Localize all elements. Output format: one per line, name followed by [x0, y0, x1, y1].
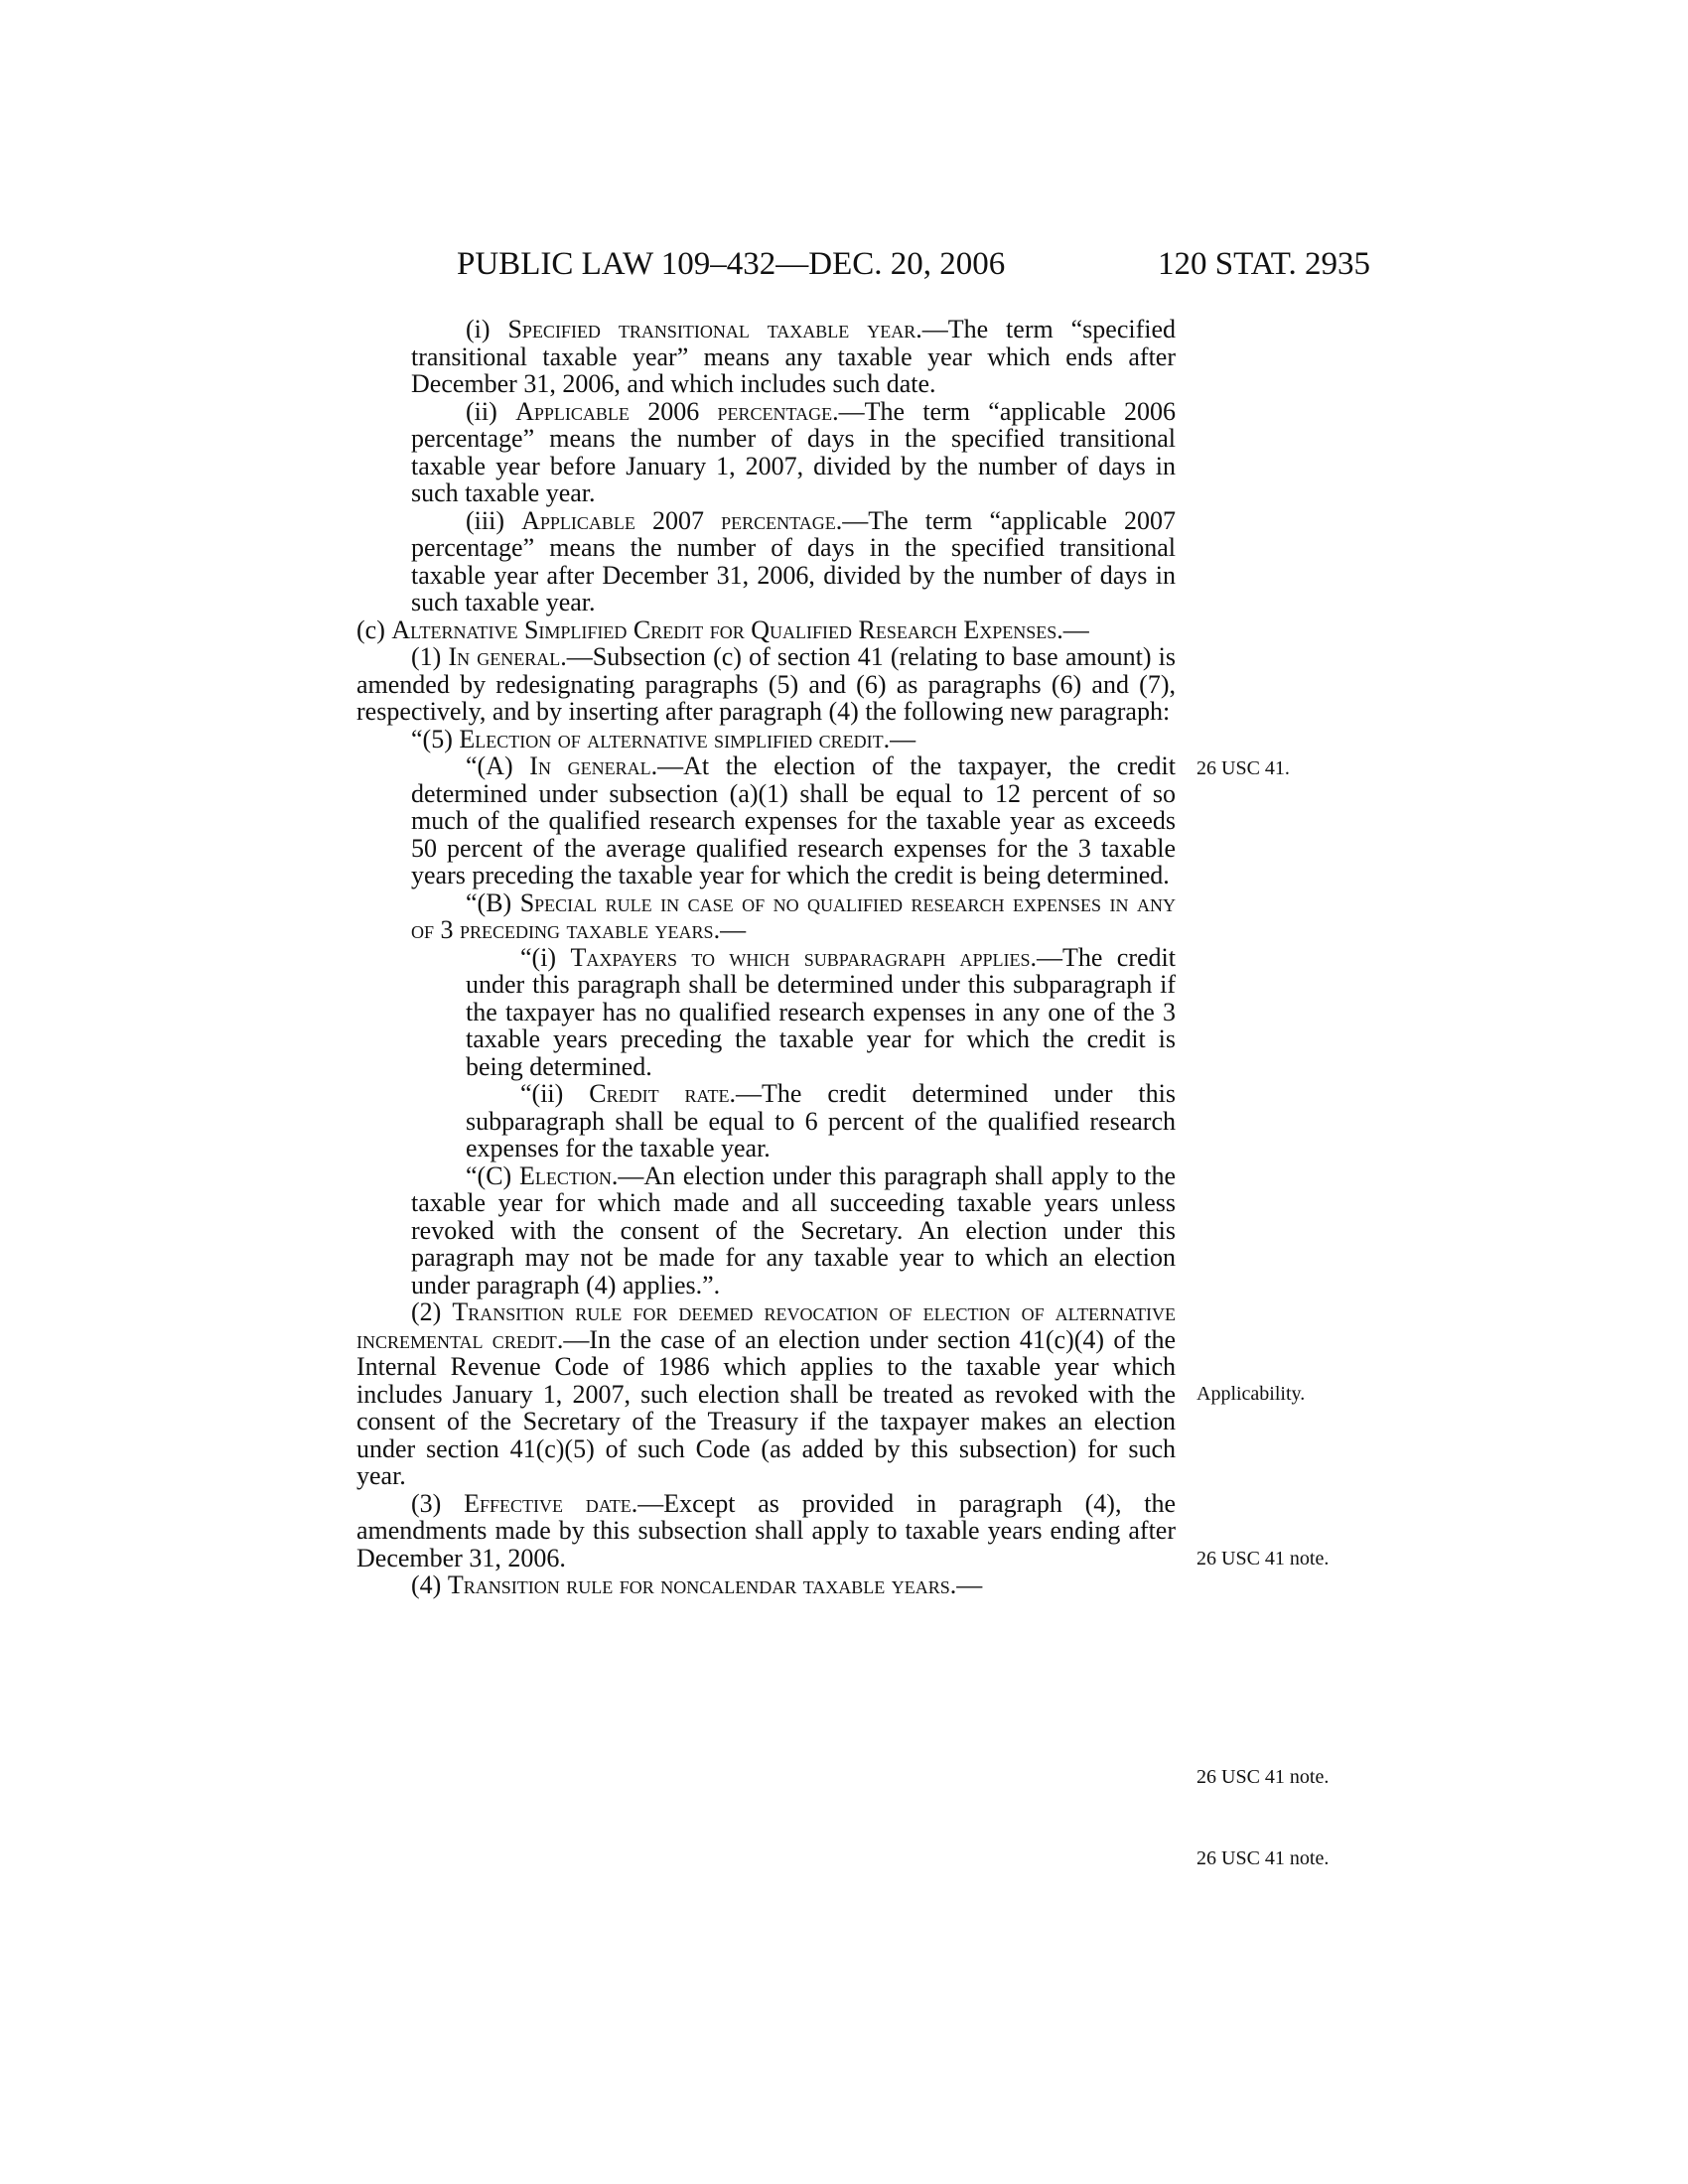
- paragraph-ii-applicable-2006: [302, 398, 1176, 507]
- paragraph-number: “(B): [466, 887, 520, 917]
- paragraph-caption: Election: [518, 1160, 612, 1190]
- quoted-subparagraph-b: [302, 889, 1176, 944]
- paragraph-number: (4): [411, 1570, 448, 1599]
- paragraph-text: .—The term “applicable 2007 percentage” means the number of days in the specified transitional taxable year after December 31, 2006, divided by the number of days in such taxable year.: [411, 505, 1176, 616]
- paragraph-number: “(i): [520, 942, 571, 972]
- paragraph-text: .—Except as provided in paragraph (4), the amendments made by this subsection shall apply to taxable years ending after December 31, 2006.: [356, 1488, 1176, 1572]
- paragraph-iii-applicable-2007: [302, 507, 1176, 616]
- margin-note-26-usc-41: 26 USC 41.: [1196, 757, 1290, 779]
- paragraph-caption: Election of alternative simplified credit: [459, 724, 884, 753]
- paragraph-c4-noncalendar: [302, 1571, 1176, 1599]
- paragraph-number: “(ii): [520, 1079, 590, 1108]
- paragraph-text: .—At the election of the taxpayer, the credit determined under subsection (a)(1) shall be equal to 12 percent of so much of the qualified research expenses for the taxable year as exceeds 50 percent of the average qualified research expenses for the 3 taxable years preceding the taxable year for which the credit is being determined.: [411, 751, 1176, 889]
- quoted-clause-b-ii: [302, 1080, 1176, 1162]
- paragraph-number: (ii): [466, 396, 516, 426]
- paragraph-text: .—In the case of an election under section 41(c)(4) of the Internal Revenue Code of 1986 which applies to the taxable year which includes January 1, 2007, such election shall be treated as revoked with the consent of the Secretary of the Treasury if the taxpayer makes an election under section 41(c)(5) of such Code (as added by this subsection) for such year.: [356, 1324, 1176, 1490]
- paragraph-caption: Specified transitional taxable year: [507, 315, 916, 343]
- margin-note-applicability: Applicability.: [1196, 1383, 1306, 1405]
- paragraph-caption: Taxpayers to which subparagraph applies: [570, 942, 1031, 972]
- paragraph-c2-transition-rule: [302, 1298, 1176, 1490]
- margin-note-26-usc-41-note-c2: 26 USC 41 note.: [1196, 1548, 1330, 1570]
- paragraph-text: .—: [883, 724, 916, 753]
- paragraph-number: “(A): [466, 751, 530, 780]
- paragraph-c1-in-general: [302, 643, 1176, 726]
- paragraph-c3-effective-date: [302, 1490, 1176, 1572]
- paragraph-number: (c): [356, 614, 392, 644]
- paragraph-caption: In general: [448, 642, 561, 671]
- paragraph-caption: Applicable 2007 percentage: [521, 505, 836, 535]
- paragraph-text: .—: [1056, 614, 1089, 644]
- paragraph-caption: In general: [529, 751, 651, 780]
- header-page-number: 120 STAT. 2935: [1157, 246, 1370, 282]
- paragraph-text: .—Subsection (c) of section 41 (relating to base amount) is amended by redesignating paragraphs (5) and (6) as paragraphs (6) and (7), respectively, and by inserting after paragraph (4) the following new paragraph:: [356, 642, 1176, 726]
- paragraph-number: “(C): [466, 1160, 519, 1190]
- paragraph-caption: Credit rate: [589, 1079, 730, 1108]
- paragraph-text: .—: [713, 915, 747, 944]
- paragraph-caption: Alternative Simplified Credit for Qualified Research Expenses: [391, 614, 1057, 644]
- quoted-subparagraph-a: [302, 752, 1176, 889]
- paragraph-i-specified-year: [302, 316, 1176, 398]
- paragraph-text: .—: [949, 1570, 983, 1599]
- paragraph-number: (3): [411, 1488, 465, 1518]
- paragraph-text: .—An election under this paragraph shall apply to the taxable year for which made and all succeeding taxable years unless revoked with the consent of the Secretary. An election under this paragraph may not be made for any taxable year to which an election under paragraph (4) applies.”.: [411, 1160, 1177, 1299]
- paragraph-text: .—The credit under this paragraph shall be determined under this subparagraph if the taxpayer has no qualified research expenses in any one of the 3 taxable years preceding the taxable year for which the credit is being determined.: [466, 942, 1176, 1081]
- paragraph-caption: Effective date: [464, 1488, 632, 1518]
- paragraph-caption: Applicable 2006 percentage: [515, 396, 833, 426]
- margin-note-26-usc-41-note-c4: 26 USC 41 note.: [1196, 1847, 1330, 1869]
- margin-note-26-usc-41-note-c3: 26 USC 41 note.: [1196, 1766, 1330, 1788]
- running-header: [457, 244, 1370, 284]
- subsection-c-heading: [302, 616, 1176, 644]
- paragraph-caption: Transition rule for noncalendar taxable years: [447, 1570, 950, 1599]
- paragraph-caption: Special rule in case of no qualified research expenses in any of 3 preceding taxable years: [411, 887, 1176, 944]
- paragraph-number: (iii): [466, 505, 522, 535]
- paragraph-number: (2): [411, 1297, 453, 1326]
- paragraph-text: .—The term “specified transitional taxable year” means any taxable year which ends after December 31, 2006, and which includes such date.: [411, 315, 1177, 398]
- quoted-clause-b-i: [302, 944, 1176, 1081]
- paragraph-number: “(5): [411, 724, 460, 753]
- header-law-citation: PUBLIC LAW 109–432—DEC. 20, 2006: [457, 246, 1006, 282]
- quoted-paragraph-5: [302, 726, 1176, 753]
- paragraph-number: (1): [411, 642, 449, 671]
- body-text: [302, 316, 1176, 1599]
- paragraph-text: .—The term “applicable 2006 percentage” means the number of days in the specified transitional taxable year before January 1, 2007, divided by the number of days in such taxable year.: [411, 396, 1176, 507]
- quoted-subparagraph-c: [302, 1162, 1176, 1299]
- paragraph-text: .—The credit determined under this subparagraph shall be equal to 6 percent of the qualified research expenses for the taxable year.: [466, 1079, 1176, 1162]
- paragraph-caption: Transition rule for deemed revocation of election of alternative incremental credit: [356, 1297, 1176, 1354]
- paragraph-number: (i): [466, 315, 508, 343]
